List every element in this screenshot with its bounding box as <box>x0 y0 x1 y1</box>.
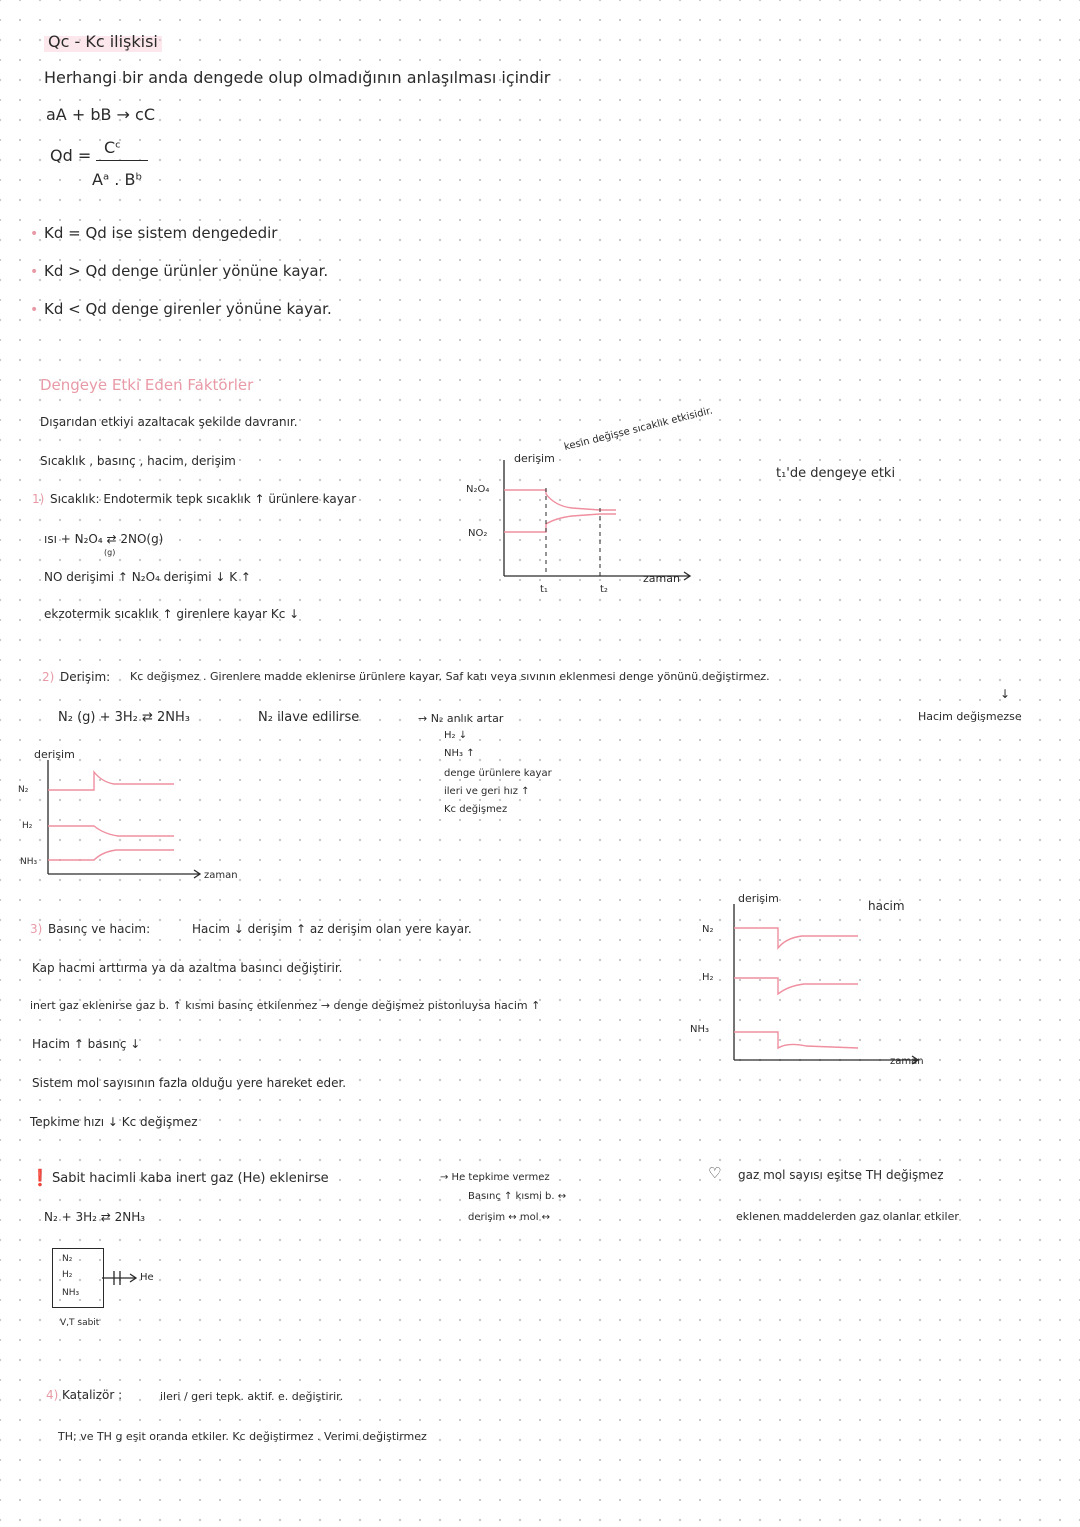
conc-n2-added: N₂ ilave edilirse <box>258 710 360 725</box>
inert-container <box>52 1248 104 1308</box>
conc-arrow: ↓ <box>1000 687 1011 701</box>
pressure-line6: Tepkime hızı ↓ Kc değişmez <box>30 1115 198 1129</box>
vol-graph-series-n2: N₂ <box>702 924 714 935</box>
inert-reaction: N₂ + 3H₂ ⇄ 2NH₃ <box>44 1210 146 1224</box>
temp-graph-curve-n2o4 <box>504 490 616 510</box>
temp-note-t1: t₁'de dengeye etki <box>776 466 896 481</box>
conc-effect-nh3: NH₃ ↑ <box>444 748 475 759</box>
qc-kc-title-text: Qc - Kc ilişkisi <box>48 32 158 51</box>
inert-effect-3: derişim ↔ mol ↔ <box>468 1212 551 1223</box>
vol-graph-annotation: hacim <box>868 899 905 913</box>
conc-graph-series-nh3: NH₃ <box>20 857 38 867</box>
vol-graph-y-label: derişim <box>738 892 779 905</box>
pressure-number: 3) <box>30 922 43 936</box>
conc-graph-curve-nh3 <box>48 850 174 860</box>
temp-reaction-phase: (g) <box>104 548 116 557</box>
factors-title: Dengeye Etki Eden Faktörler <box>40 376 254 394</box>
catalyst-number: 4) <box>46 1388 59 1402</box>
temp-graph-y-label: derişim <box>514 452 555 465</box>
factors-list: Sıcaklık , basınç , hacim, derişim <box>40 454 236 468</box>
inert-box-n2: N₂ <box>62 1254 73 1264</box>
conc-effect-kc: Kc değişmez <box>444 804 508 815</box>
valve-icon <box>102 1268 142 1292</box>
vol-graph-curve-h2 <box>734 978 858 994</box>
vol-graph-x-label: zaman <box>890 1056 924 1067</box>
general-reaction: aA + bB → cC <box>46 105 156 124</box>
temp-endothermic: Sıcaklık: Endotermik tepk sıcaklık ↑ ürünlere kayar <box>50 492 357 506</box>
conc-graph-series-h2: H₂ <box>22 821 33 831</box>
conc-graph-x-label: zaman <box>204 870 238 881</box>
conc-title: Derişim: <box>60 670 111 684</box>
temp-graph-tick-t1: t₁ <box>540 584 548 595</box>
temp-graph-series-n2o4: N₂O₄ <box>466 484 490 495</box>
temp-reaction: ısı + N₂O₄ ⇄ 2NO(g) <box>44 532 164 546</box>
temp-exothermic: ekzotermik sıcaklık ↑ girenlere kayar Kc ↓ <box>44 607 300 621</box>
temp-graph-series-no2: NO₂ <box>468 528 488 539</box>
vol-graph-curve-nh3 <box>734 1032 858 1048</box>
rule-kd-less: Kd < Qd denge girenler yönüne kayar. <box>44 300 332 318</box>
temp-graph-x-label: zaman <box>643 572 680 585</box>
inert-effect-1: → He tepkime vermez <box>440 1172 550 1183</box>
qc-kc-line1: Herhangi bir anda dengede olup olmadığının anlaşılması içindir <box>44 68 551 87</box>
qd-lhs: Qd = <box>50 146 92 165</box>
temp-graph-tick-t2: t₂ <box>600 584 608 595</box>
inert-effect-2: Basınç ↑ kısmi b. ↔ <box>468 1191 567 1202</box>
qd-fraction-bar <box>96 160 148 161</box>
inert-box-nh3: NH₃ <box>62 1288 80 1298</box>
gas-note-line1: gaz mol sayısı eşitse TH değişmez <box>738 1168 944 1182</box>
warning-icon: ❗ <box>30 1168 50 1187</box>
inert-title: Sabit hacimli kaba inert gaz (He) eklenirse <box>52 1171 329 1186</box>
inert-box-h2: H₂ <box>62 1270 73 1280</box>
conc-text: Kc değişmez . Girenlere madde eklenirse ürünlere kayar. Saf katı veya sıvının eklenmesi denge yönünü değiştirmez. <box>130 670 770 683</box>
rule-kd-greater: Kd > Qd denge ürünler yönüne kayar. <box>44 262 329 280</box>
temp-graph-curve-no2 <box>504 514 616 532</box>
conc-note-volume: Hacim değişmezse <box>918 710 1022 723</box>
catalyst-line2: TH; ve TH g eşit oranda etkiler. Kc değiştirmez . Verimi değiştirmez <box>58 1430 427 1443</box>
catalyst-line1: ileri / geri tepk. aktif. e. değiştirir. <box>160 1390 344 1403</box>
vol-graph-curve-n2 <box>734 928 858 948</box>
conc-effect-n2: → N₂ anlık artar <box>418 712 504 725</box>
volume-graph <box>682 882 1012 1072</box>
pressure-line2: Kap hacmi arttırma ya da azaltma basıncı değiştirir. <box>32 961 343 975</box>
vol-graph-series-nh3: NH₃ <box>690 1024 710 1035</box>
conc-reaction: N₂ (g) + 3H₂ ⇄ 2NH₃ <box>58 710 191 725</box>
qd-numerator: Cᶜ <box>104 138 122 157</box>
rule-bullet: • <box>30 226 39 242</box>
vol-graph-series-h2: H₂ <box>702 972 714 983</box>
conc-effect-h2: H₂ ↓ <box>444 730 468 741</box>
qc-kc-title <box>48 32 158 51</box>
rule-bullet: • <box>30 264 39 280</box>
conc-graph-curve-h2 <box>48 826 174 836</box>
temp-graph-annotation: kesin değişse sıcaklık etkisidir. <box>563 405 714 454</box>
pressure-line4: Hacim ↑ basınç ↓ <box>32 1037 141 1051</box>
inert-he-label: He <box>140 1272 154 1283</box>
pressure-line3: inert gaz eklenirse gaz b. ↑ kısmi basınç etkilenmez → denge değişmez pistonluysa hacim ↑ <box>30 999 541 1012</box>
temp-observation: NO derişimi ↑ N₂O₄ derişimi ↓ K ↑ <box>44 570 251 584</box>
temperature-graph <box>460 430 760 610</box>
conc-graph-y-label: derişim <box>34 748 75 761</box>
rule-equilibrium: Kd = Qd ise sistem dengededir <box>44 224 278 242</box>
lightbulb-icon: ♡ <box>708 1164 722 1182</box>
conc-number: 2) <box>42 670 55 684</box>
rule-bullet: • <box>30 302 39 318</box>
inert-vt-constant: V,T sabit <box>60 1318 100 1328</box>
pressure-title: Basınç ve hacim: <box>48 922 151 936</box>
gas-note-line2: eklenen maddelerden gaz olanlar etkiler <box>736 1210 959 1223</box>
concentration-graph <box>14 740 274 890</box>
factors-intro: Dışarıdan etkiyi azaltacak şekilde davranır. <box>40 415 298 429</box>
qd-denominator: Aᵃ . Bᵇ <box>92 170 143 189</box>
catalyst-title: Katalizör : <box>62 1388 123 1402</box>
temp-number: 1) <box>32 492 45 506</box>
conc-effect-rate: ileri ve geri hız ↑ <box>444 786 530 797</box>
conc-graph-curve-n2 <box>48 772 174 790</box>
conc-graph-series-n2: N₂ <box>18 785 29 795</box>
pressure-line5: Sistem mol sayısının fazla olduğu yere hareket eder. <box>32 1076 347 1090</box>
conc-effect-shift: denge ürünlere kayar <box>444 768 552 779</box>
pressure-line1: Hacim ↓ derişim ↑ az derişim olan yere kayar. <box>192 922 472 936</box>
